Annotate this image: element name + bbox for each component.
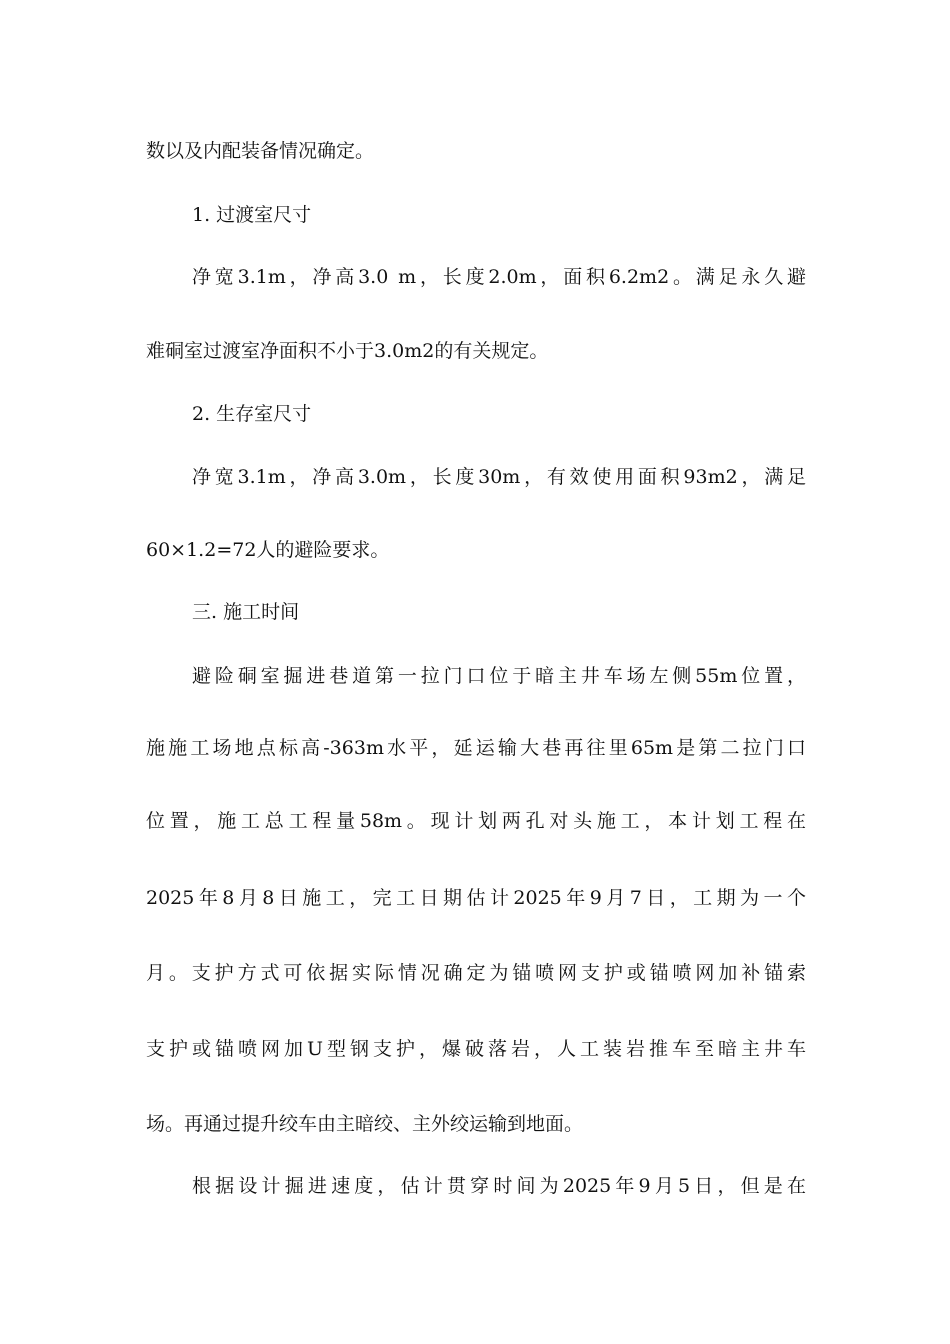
text-line-14: 支护或锚喷网加U型钢支护，爆破落岩，人工装岩推车至暗主井车 bbox=[146, 1038, 806, 1060]
heading-transition-room-size: 1. 过渡室尺寸 bbox=[192, 204, 312, 226]
text-line-12: 2025年8月8日施工，完工日期估计2025年9月7日，工期为一个 bbox=[146, 887, 806, 909]
text-line-9: 避险硐室掘进巷道第一拉门口位于暗主井车场左侧55m位置， bbox=[192, 665, 806, 687]
text-line-7: 60×1.2=72人的避险要求。 bbox=[146, 539, 390, 561]
text-line-11: 位置，施工总工程量58m。现计划两孔对头施工，本计划工程在 bbox=[146, 810, 806, 832]
text-line-10: 施施工场地点标高-363m水平，延运输大巷再往里65m是第二拉门口 bbox=[146, 737, 806, 759]
text-line-4: 难硐室过渡室净面积不小于3.0m2的有关规定。 bbox=[146, 340, 549, 362]
text-line-3: 净宽3.1m，净高3.0 m，长度2.0m，面积6.2m2。满足永久避 bbox=[192, 266, 806, 288]
text-line-13: 月。支护方式可依据实际情况确定为锚喷网支护或锚喷网加补锚索 bbox=[146, 962, 806, 984]
heading-construction-time: 三. 施工时间 bbox=[192, 601, 300, 623]
text-line-6: 净宽3.1m，净高3.0m，长度30m，有效使用面积93m2，满足 bbox=[192, 466, 806, 488]
text-line-1: 数以及内配装备情况确定。 bbox=[146, 140, 375, 162]
text-line-15: 场。再通过提升绞车由主暗绞、主外绞运输到地面。 bbox=[146, 1113, 584, 1135]
heading-survival-room-size: 2. 生存室尺寸 bbox=[192, 403, 312, 425]
text-line-16: 根据设计掘进速度，估计贯穿时间为2025年9月5日，但是在 bbox=[192, 1175, 806, 1197]
